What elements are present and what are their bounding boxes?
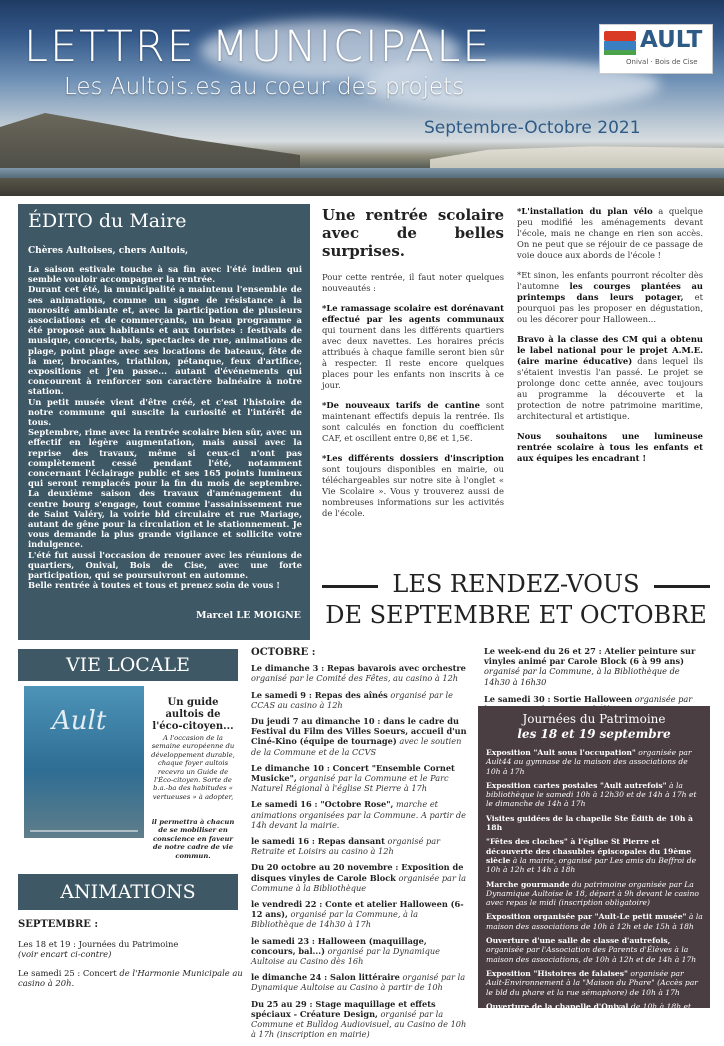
- event-note: organisée par: [634, 693, 693, 704]
- item-note: du patrimoine organisée par La Dynamique Aultoise le 18, départ à 9h devant le casino avec repas le midi (inscription obligatoire): [486, 879, 699, 908]
- rentree-column-2: [517, 206, 703, 473]
- heritage-dates: les 18 et 19 septembre: [517, 727, 671, 741]
- rentree-item-bold: les courges plantées au printemps dans leurs potager,: [517, 281, 703, 302]
- event-note: organisé par la Commune et le Parc Naturel Régional à l'église St Pierre à 17h: [251, 773, 449, 794]
- rentree-item-bold: *De nouveaux tarifs de cantine: [322, 400, 480, 410]
- october-event: [251, 936, 469, 967]
- september-title: SEPTEMBRE :: [18, 919, 99, 930]
- heritage-item: [486, 1002, 704, 1021]
- event-main: Le week-end du 26 et 27 : Atelier peinture sur vinyles animé par Carole Block (6 à 99 ans): [484, 646, 696, 667]
- heritage-item: [486, 814, 704, 833]
- rentree-item-text: sont maintenant effectifs depuis la rentrée. Ils sont calculés en fonction du coefficient CAF, et oscillent entre 0,8€ et 1,5€.: [322, 400, 504, 443]
- event-note: organisée par la Commune à la Bibliothèque: [251, 872, 466, 893]
- item-note: organisée par l'Association des Parents d'Élèves à la maison des associations, de 10h à 12h et de 14h à 17h: [486, 945, 697, 964]
- event-main: le samedi 23 : Halloween (maquillage, concours, bal...): [251, 935, 427, 956]
- newsletter-subtitle: Les Aultois.es au coeur des projets: [64, 74, 465, 100]
- edito-box: [18, 204, 310, 640]
- event-note: organisé par la Commune, à la Bibliothèque de 14h30 à 17h: [251, 909, 419, 930]
- event-note: (voir encart ci-contre): [18, 949, 112, 960]
- guide-cover-text: Ault: [52, 706, 107, 736]
- october-event: [251, 862, 469, 893]
- october-title: OCTOBRE :: [251, 647, 316, 658]
- logo-subtext: Onival · Bois de Cise: [626, 58, 698, 66]
- event-note: organisé par le CCAS au casino à 12h: [251, 689, 454, 710]
- heritage-item: [486, 880, 704, 908]
- heritage-days-box: [478, 706, 710, 1021]
- edito-body: [28, 264, 302, 591]
- heritage-item: [486, 781, 704, 809]
- newsletter-title: LETTRE MUNICIPALE: [24, 22, 492, 72]
- rentree-item: [322, 453, 504, 519]
- edito-greeting: Chères Aultoises, chers Aultois,: [28, 246, 189, 256]
- guide-cover-bar: [30, 830, 138, 832]
- october-event: [251, 899, 469, 930]
- heritage-title: Journées du Patrimoine: [522, 712, 666, 726]
- rendezvous-title-line2: DE SEPTEMBRE ET OCTOBRE: [325, 601, 707, 629]
- event-main: Le dimanche 3 : Repas bavarois avec orchestre: [251, 663, 466, 674]
- event-main: Le samedi 16 : "Octobre Rose",: [251, 799, 394, 810]
- item-note: organisée par Ault-Environnement à la "Maison du Phare" (Accès par le bld du phare et la rue sémaphore) de 10h à 17h: [486, 968, 698, 997]
- animations-banner: ANIMATIONS: [18, 874, 238, 910]
- item-main: Exposition "Histoires de falaises": [486, 968, 628, 978]
- september-event: [18, 968, 246, 989]
- edito-signature: Marcel LE MOIGNE: [196, 610, 301, 621]
- rentree-item: [517, 206, 703, 261]
- item-note: à la bibliothèque le samedi 10h à 12h30 et de 14h à 17h et le dimanche de 14h à 17h: [486, 780, 697, 809]
- october-event: [251, 999, 469, 1040]
- item-main: Ouverture d'une salle de classe d'autrefois,: [486, 936, 671, 946]
- item-main: Exposition cartes postales "Ault autrefois": [486, 780, 667, 790]
- rentree-cm: [517, 334, 703, 422]
- logo-band-red: [604, 31, 636, 41]
- october-event: [251, 690, 469, 710]
- rendezvous-title-line1: LES RENDEZ-VOUS: [392, 570, 640, 598]
- rentree-item-pre: *L'installation du: [517, 206, 608, 216]
- october-event: [251, 836, 469, 856]
- event-main: Du 20 octobre au 20 novembre : Exposition de disques vinyles de Carole Block: [251, 862, 464, 883]
- october-event: [251, 663, 469, 683]
- item-main: "Fêtes des cloches" à l'église St Pierre et découverte des chasubles épiscopales du 19ème siècle: [486, 837, 692, 865]
- rentree-item-text: a quelque peu modifié les aménagements devant l'école, mais ne change en rien son accès. On ne peut que se réjouir de ce passage de voie douce aux abords de l'école !: [517, 206, 704, 260]
- edito-paragraph: Durant cet été, la municipalité a maintenu l'ensemble de ses animations, comme un signe de résistance à la morosité ambiante et, avec la participation de plusieurs associations et de commerçants, un beau programme a été proposé aux habitants et aux touristes : festivals de musique, concerts, bals, spectacles de rue, animations de plage, point plage avec ses locations de bateaux, fête de la mer, brocantes, triathlon, pétanque, feux d'artifice, expositions et j'en passe... autant d'événements qui concourent à renforcer son caractère balnéaire à notre station.: [28, 284, 302, 397]
- event-note: de l'Harmonie Municipale au casino à 20h.: [18, 967, 243, 989]
- edito-paragraph: Septembre, rime avec la rentrée scolaire bien sûr, avec un effectif en légère augmentation, mais aussi avec la reprise des travaux, même si ceux-ci n'ont pas complètement cessé pendant l'été, notamment concernant l'éclairage public et ses 165 points lumineux qui seront remplacés pour la fin du mois de septembre. La deuxième saison des travaux d'aménagement du centre bourg s'engage, tout comme l'assainissement rue de Saint Valéry, la voirie bld circulaire et rue Mariage, autant de gêne pour la circulation et le stationnement. Je vous demande la plus grande vigilance et sollicite votre indulgence.: [28, 427, 302, 550]
- october-event: [251, 716, 469, 757]
- event-note: avec le soutien de la Commune et de la CCVS: [251, 736, 462, 757]
- event-main: Le samedi 30 : Sortie Halloween: [484, 693, 633, 704]
- item-note: à la maison des associations de 10h à 12h et de 15h à 18h: [486, 912, 703, 931]
- heritage-item: [486, 837, 704, 874]
- item-note: de 10h à 18h et concert organisé par la Caravelle des Arts le 19 à 17h: [486, 1001, 695, 1021]
- issue-date: Septembre-Octobre 2021: [424, 118, 641, 138]
- event-note: organisé par le Comité des Fêtes, au casino à 12h: [251, 673, 459, 684]
- rentree-wish-text: Nous souhaitons une lumineuse rentrée scolaire à tous les enfants et aux équipes les encadrant !: [517, 431, 703, 463]
- event-main: le samedi 16 : Repas dansant: [251, 836, 385, 847]
- edito-title: ÉDITO du Maire: [28, 210, 187, 232]
- rentree-cm-bold: Bravo à la classe des CM qui a obtenu le label national pour le projet A.M.E. (aire marine éducative): [517, 334, 703, 366]
- rentree-column-1: [322, 206, 504, 528]
- item-note: à la mairie, organisé par Les amis du Beffroi de 10h à 12h et 14h à 18h: [486, 855, 697, 875]
- logo-band-blue: [604, 41, 636, 50]
- rentree-item-bold: *Les différents dossiers d'inscription: [322, 453, 504, 463]
- september-events: [18, 920, 246, 997]
- guide-description-bold: il permettra à chacun de se mobiliser en conscience en faveur de notre cadre de vie commun.: [151, 818, 235, 860]
- september-event: [18, 939, 246, 960]
- edito-paragraph: La saison estivale touche à sa fin avec l'été indien qui semble vouloir accompagner la rentrée.: [28, 264, 302, 285]
- rentree-item: [322, 400, 504, 444]
- event-note: organisé par la Dynamique Aultoise au Casino à partir de 10h: [251, 972, 466, 993]
- event-main: Du jeudi 7 au dimanche 10 : dans le cadre du Festival du Film des Villes Soeurs, accueil d'un Ciné-Kino (équipe de tournage): [251, 716, 467, 747]
- rentree-item-text: et pourquoi pas les proposer en dégustation, ou les décorer pour Halloween...: [517, 292, 704, 324]
- logo-text: AULT: [640, 27, 703, 53]
- edito-paragraph: L'été fut aussi l'occasion de renouer avec les réunions de quartiers, Onival, Bois de Cise, avec une forte participation, qui se poursuivront en automne.: [28, 549, 302, 581]
- rentree-item: [322, 303, 504, 391]
- heritage-item: [486, 748, 704, 776]
- rentree-item-text: qui tournent dans les différents quartiers avec deux navettes. Les horaires précis attribués à chaque famille seront bien sûr à respecter. Il reste encore quelques places pour les enfants non inscrits à ce jour.: [322, 325, 504, 390]
- item-main: Visites guidées de la chapelle Ste Édith de 10h à 18h: [486, 813, 693, 833]
- item-main: Exposition "Ault sous l'occupation": [486, 748, 636, 757]
- heritage-item: [486, 969, 704, 997]
- october-event: [251, 972, 469, 992]
- event-note: organisé par Retraite et Loisirs au casino à 12h: [251, 836, 441, 857]
- october-event: [484, 646, 704, 687]
- rentree-cm-text: dans lequel ils s'étaient investis l'an passé. Le projet se prolonge donc cette année, avec toujours au programme la découverte et la protection de notre patrimoine maritime, architectural et artistique.: [517, 356, 703, 421]
- event-note: marche et animations organisées par la Commune. A partir de 14h devant la mairie.: [251, 799, 467, 830]
- event-main: Le dimanche 10 : Concert "Ensemble Cornet Musicke",: [251, 762, 455, 784]
- logo-band-green: [604, 50, 636, 55]
- event-main: Les 18 et 19 : Journées du Patrimoine: [18, 938, 179, 949]
- event-main: le vendredi 22 : Conte et atelier Halloween (6-12 ans),: [251, 899, 464, 920]
- rentree-title: Une rentrée scolaire avec de belles surprises.: [322, 206, 504, 260]
- rentree-item-bold: plan vélo: [607, 206, 653, 216]
- event-main: Le samedi 25 : Concert: [18, 967, 120, 978]
- event-note: organisé par la Commune et Bulldog Audiovisuel, au Casino de 10h à 17h (inscription en mairie): [251, 1008, 467, 1040]
- rentree-wish: [517, 431, 703, 464]
- event-main: le dimanche 24 : Salon littéraire: [251, 972, 400, 983]
- item-main: Exposition organisée par "Ault-Le petit musée": [486, 912, 687, 922]
- rentree-item-bold: *Le ramassage scolaire est dorénavant effectué par les agents communaux: [322, 303, 504, 324]
- item-main: Ouverture de la chapelle d'Onival: [486, 1001, 629, 1011]
- heritage-item: [486, 936, 704, 964]
- town-cliff: [0, 106, 300, 176]
- guide-cover-image: [24, 686, 144, 838]
- event-note: organisé par la Commune, à la Bibliothèque de 14h30 à 16h30: [484, 666, 680, 687]
- october-event: [251, 799, 469, 830]
- edito-paragraph: Un petit musée vient d'être créé, et c'est l'histoire de notre commune qui suscite la curiosité et l'intérêt de tous.: [28, 396, 302, 428]
- october-event: [251, 763, 469, 794]
- heritage-list: [486, 748, 704, 1025]
- rentree-intro: Pour cette rentrée, il faut noter quelques nouveautés :: [322, 272, 504, 293]
- vie-locale-banner: VIE LOCALE: [18, 649, 238, 681]
- guide-title: Un guide aultois de l'éco-citoyen...: [152, 697, 234, 732]
- edito-paragraph: Belle rentrée à toutes et tous et prenez soin de vous !: [28, 580, 280, 591]
- event-main: Du 25 au 29 : Stage maquillage et effets spéciaux - Créature Design,: [251, 998, 436, 1019]
- rentree-item: [517, 270, 703, 325]
- guide-description: A l'occasion de la semaine européenne du développement durable, chaque foyer aultois recevra un Guide de l'Éco-citoyen. Sorte de b.a.-ba des habitudes « vertueuses » à adopter,: [151, 734, 235, 801]
- october-events: [251, 648, 469, 1046]
- rentree-item-pre: *Et sinon, les enfants pourront récolter dès l'automne: [517, 270, 703, 291]
- item-note: organisée par Ault44 au gymnase de la maison des associations de 10h à 17h: [486, 748, 692, 776]
- rentree-item-text: sont toujours disponibles en mairie, ou téléchargeables sur notre site à l'onglet « Vie Scolaire ». Vous y trouverez aussi de nombreuses informations sur les activités de l'école.: [322, 464, 504, 518]
- event-note: organisé par la Dynamique Aultoise au Casino dès 16h: [251, 945, 440, 967]
- beach: [0, 178, 724, 196]
- ault-logo: [599, 24, 713, 74]
- item-main: Marche gourmande: [486, 879, 570, 889]
- heritage-item: [486, 912, 704, 931]
- event-main: Le samedi 9 : Repas des aînés: [251, 689, 388, 700]
